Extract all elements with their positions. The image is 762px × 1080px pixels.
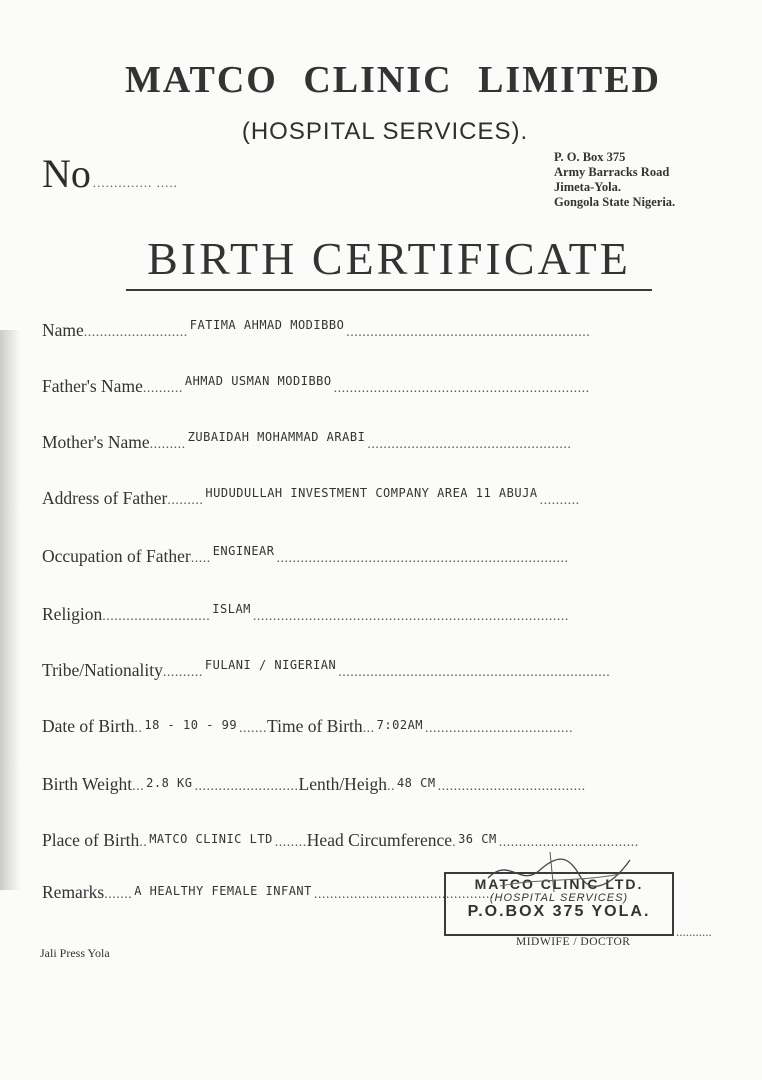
field-tribe-nationality: Tribe/Nationality.......... $^{FULANI / NIGERIAN}$ .................................................................... [42, 660, 611, 680]
document-title: BIRTH CERTIFICATE [147, 233, 631, 284]
field-value: ISLAM [212, 604, 251, 616]
field-label: Name [42, 320, 84, 340]
stamp-line: MATCO CLINIC LTD. [474, 876, 644, 892]
field-value: FULANI / NIGERIAN [204, 660, 337, 672]
field-value: ENGINEAR [212, 546, 275, 558]
field-label: Father's Name [42, 376, 143, 396]
field-remarks: Remarks....... A HEALTHY FEMALE INFANT ............................................. [42, 882, 494, 902]
clinic-address [554, 150, 675, 210]
signature-line: ........... [676, 924, 712, 939]
field-occupation-of-father: Occupation of Father..... $^{ENGINEAR}$ ......................................................................... [42, 546, 569, 566]
field-label: Address of Father [42, 488, 168, 508]
scan-edge-shadow [0, 330, 20, 890]
field-value: 18 - 10 - 99 [144, 718, 238, 732]
field-value: HUDUDULLAH INVESTMENT COMPANY AREA 11 ABUJA [205, 488, 538, 500]
field-label: Remarks [42, 882, 105, 902]
address-line: P. O. Box 375 [554, 150, 626, 164]
field-label: Tribe/Nationality [42, 660, 163, 680]
clinic-subtitle: (HOSPITAL SERVICES). [241, 118, 529, 145]
field-value: A HEALTHY FEMALE INFANT [134, 884, 312, 898]
field-label: Mother's Name [42, 432, 150, 452]
field-mother-name: Mother's Name......... $^{ZUBAIDAH MOHAMMAD ARABI}$ ................................................... [42, 432, 572, 452]
field-value: MATCO CLINIC LTD [149, 832, 273, 846]
address-line: Army Barracks Road [554, 165, 670, 179]
field-label: Religion [42, 604, 103, 624]
field-value: 7:02AM [376, 718, 424, 732]
stamp-line: (HOSPITAL SERVICES) [489, 892, 629, 904]
stamp-line: P.O.BOX 375 YOLA. [467, 903, 651, 920]
field-value: 2.8 KG [146, 776, 193, 790]
clinic-name: MATCO CLINIC LIMITED [124, 59, 661, 101]
address-line: Gongola State Nigeria. [554, 195, 676, 209]
field-value: ZUBAIDAH MOHAMMAD ARABI [187, 432, 366, 444]
field-label: Lenth/Heigh [298, 774, 387, 794]
field-label: Place of Birth [42, 830, 140, 850]
clinic-stamp [444, 872, 674, 936]
address-line: Jimeta-Yola. [554, 180, 621, 194]
field-value: FATIMA AHMAD MODIBBO [189, 320, 345, 332]
field-label: Birth Weight [42, 774, 133, 794]
field-birth-weight-length: Birth Weight... 2.8 KG ..........................Lenth/Heigh.. 48 CM ..................................... [42, 774, 586, 794]
field-place-of-birth-head-circumference: Place of Birth.. MATCO CLINIC LTD ........Head Circumference. 36 CM ................................... [42, 830, 639, 850]
certificate-number [42, 150, 178, 197]
field-value: 36 CM [458, 832, 497, 846]
field-religion: Religion........................... $^{ISLAM}$ ............................................................................... [42, 604, 569, 624]
number-blank: .............. ..... [92, 175, 178, 190]
field-label: Occupation of Father [42, 546, 191, 566]
field-name: Name.......................... $^{FATIMA AHMAD MODIBBO}$ ............................................................. [42, 320, 591, 340]
field-label: Time of Birth [267, 716, 363, 736]
title-underline [126, 289, 652, 291]
field-father-name: Father's Name.......... $^{AHMAD USMAN MODIBBO}$ ................................................................ [42, 376, 590, 396]
field-label: Date of Birth [42, 716, 135, 736]
printer-imprint: Jali Press Yola [40, 946, 110, 960]
field-date-time-of-birth: Date of Birth.. 18 - 10 - 99 .......Time of Birth... 7:02AM ..................................... [42, 716, 574, 736]
field-address-of-father: Address of Father......... $^{HUDUDULLAH INVESTMENT COMPANY AREA 11 ABUJA}$ .......... [42, 488, 580, 508]
signatory-label: MIDWIFE / DOCTOR [516, 936, 631, 948]
field-label: Head Circumference [306, 830, 453, 850]
number-label: No [42, 151, 91, 196]
field-value: 48 CM [396, 776, 436, 790]
field-value: AHMAD USMAN MODIBBO [184, 376, 332, 388]
